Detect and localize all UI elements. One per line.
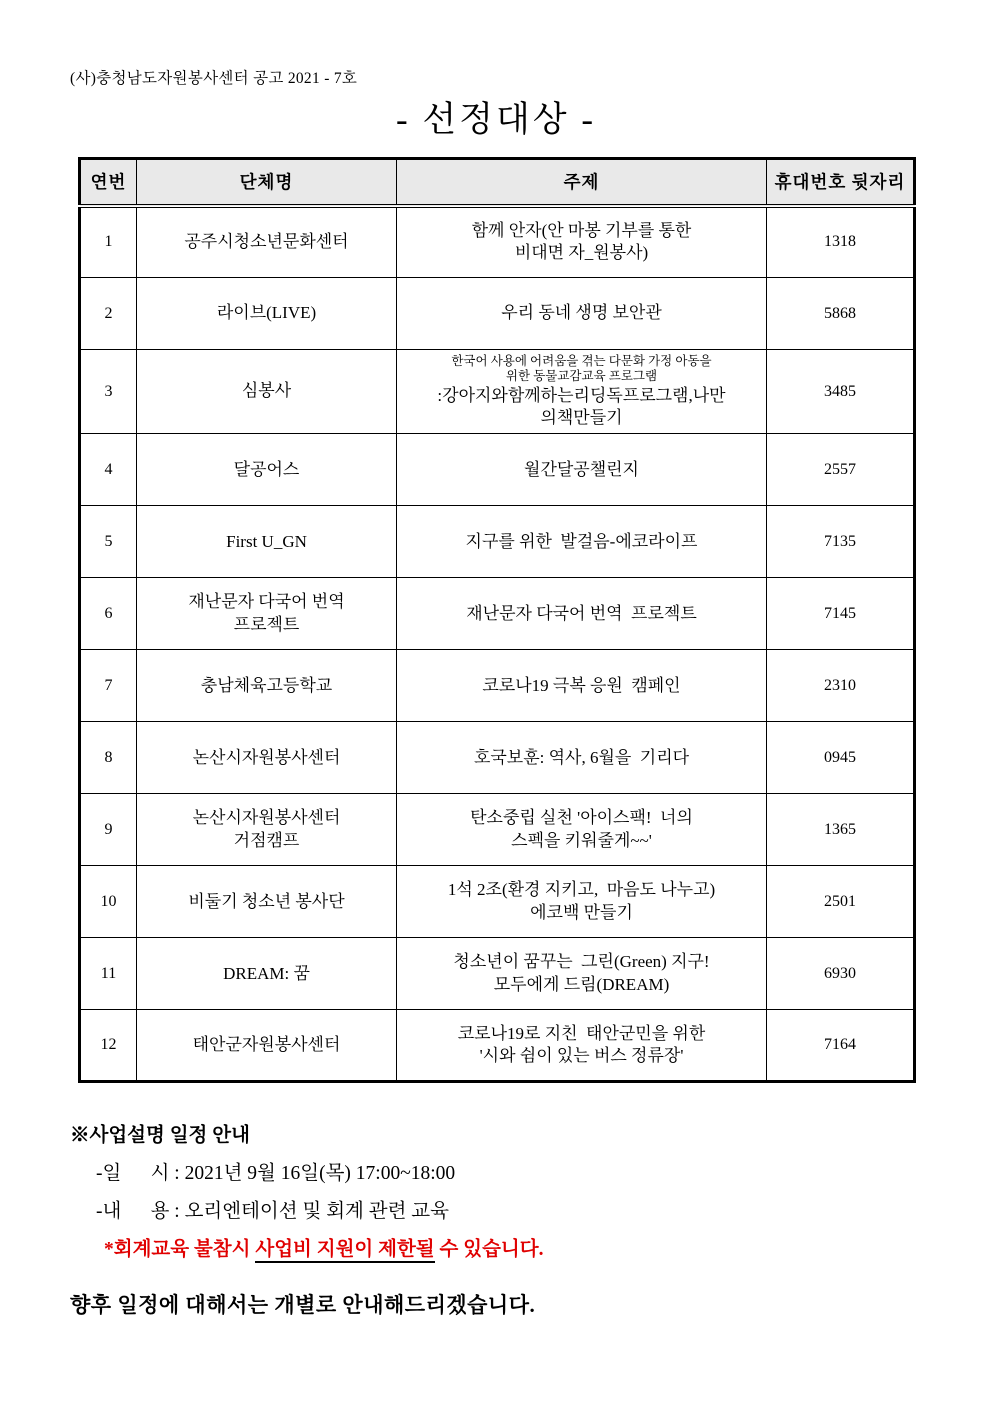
phone-cell: 6930 — [767, 938, 915, 1010]
row-number-cell: 12 — [80, 1010, 137, 1082]
org-name-cell — [137, 650, 397, 722]
phone-cell: 1318 — [767, 206, 915, 278]
warning-underlined-text: 사업비 지원이 제한될 — [255, 1239, 434, 1263]
closing-line: 향후 일정에 대해서는 개별로 안내해드리겠습니다. — [70, 1293, 536, 1318]
phone-cell: 7164 — [767, 1010, 915, 1082]
topic-subline: 한국어 사용에 어려움을 겪는 다문화 가정 아동을 — [451, 354, 712, 368]
warning-suffix: 수 있습니다. — [434, 1239, 544, 1261]
topic-cell — [397, 650, 767, 722]
row-number-cell: 7 — [80, 650, 137, 722]
row-number-cell: 9 — [80, 794, 137, 866]
row-number-cell: 3 — [80, 350, 137, 434]
table-row — [80, 206, 915, 278]
cell-line: 재난문자 다국어 번역 프로젝트 — [466, 603, 697, 623]
cell-line: 의책만들기 — [540, 407, 623, 427]
cell-line: 비대면 자_원봉사) — [514, 243, 649, 263]
org-name-cell — [137, 506, 397, 578]
column-header-1: 연번 — [80, 159, 137, 206]
cell-line: 코로나19 극복 응원 캠페인 — [482, 675, 681, 695]
topic-cell — [397, 1010, 767, 1082]
row-number-cell: 4 — [80, 434, 137, 506]
topic-cell — [397, 938, 767, 1010]
row-number-cell: 11 — [80, 938, 137, 1010]
phone-cell: 7145 — [767, 578, 915, 650]
table-row — [80, 278, 915, 350]
cell-line: 재난문자 다국어 번역 — [188, 592, 345, 612]
topic-cell — [397, 206, 767, 278]
column-header-3: 주제 — [397, 159, 767, 206]
table-row — [80, 578, 915, 650]
phone-cell: 3485 — [767, 350, 915, 434]
cell-line: 비둘기 청소년 봉사단 — [188, 891, 345, 911]
row-number-cell: 1 — [80, 206, 137, 278]
org-name-cell — [137, 434, 397, 506]
cell-line: 모두에게 드림(DREAM) — [493, 974, 670, 994]
topic-cell — [397, 794, 767, 866]
page-title: - 선정대상 - — [395, 100, 597, 139]
warning-prefix: *회계교육 불참시 — [104, 1239, 256, 1261]
org-name-cell — [137, 722, 397, 794]
cell-line: 공주시청소년문화센터 — [184, 232, 349, 252]
org-name-cell — [137, 206, 397, 278]
cell-line: '시와 쉼이 있는 버스 정류장' — [479, 1046, 684, 1066]
topic-cell — [397, 722, 767, 794]
cell-line: 탄소중립 실천 '아이스팩! 너의 — [470, 808, 693, 828]
phone-cell: 2310 — [767, 650, 915, 722]
row-number-cell: 5 — [80, 506, 137, 578]
topic-subline: 위한 동물교감교육 프로그램 — [505, 369, 658, 384]
cell-line: 스펙을 키워줄게~~' — [511, 830, 652, 850]
org-name-cell — [137, 794, 397, 866]
cell-line: 심봉사 — [241, 381, 292, 401]
cell-line: 에코백 만들기 — [530, 902, 633, 922]
cell-line: 함께 안자(안 마봉 기부를 통한 — [471, 220, 692, 240]
phone-cell: 2501 — [767, 866, 915, 938]
table-row — [80, 350, 915, 434]
org-name-cell — [137, 938, 397, 1010]
cell-line: 코로나19로 지친 태안군민을 위한 — [457, 1023, 706, 1043]
org-name-cell — [137, 278, 397, 350]
column-header-2: 단체명 — [137, 159, 397, 206]
cell-line: 충남체육고등학교 — [200, 675, 333, 695]
row-number-cell: 10 — [80, 866, 137, 938]
cell-line: DREAM: 꿈 — [223, 963, 310, 983]
cell-line: 거점캠프 — [233, 830, 300, 850]
cell-line: 논산시자원봉사센터 — [192, 747, 341, 767]
cell-line: 달공어스 — [233, 459, 300, 479]
cell-line: 청소년이 꿈꾸는 그린(Green) 지구! — [453, 952, 710, 972]
cell-line: 논산시자원봉사센터 — [192, 808, 341, 828]
cell-line: 프로젝트 — [233, 614, 300, 634]
org-name-cell — [137, 866, 397, 938]
table-row — [80, 722, 915, 794]
topic-cell — [397, 578, 767, 650]
phone-cell: 2557 — [767, 434, 915, 506]
table-body — [80, 206, 915, 1082]
table-row — [80, 650, 915, 722]
cell-line: 우리 동네 생명 보안관 — [501, 303, 662, 323]
schedule-date-line: -일 시 : 2021년 9월 16일(목) 17:00~18:00 — [96, 1163, 456, 1185]
cell-line: First U_GN — [226, 531, 307, 551]
row-number-cell: 6 — [80, 578, 137, 650]
selection-table — [78, 157, 916, 1083]
topic-cell — [397, 434, 767, 506]
table-row — [80, 506, 915, 578]
cell-line: :강아지와함께하는리딩독프로그램,나만 — [437, 385, 726, 405]
accounting-warning-line — [104, 1233, 922, 1261]
column-header-4: 휴대번호 뒷자리 — [767, 159, 915, 206]
notice-number: (사)충청남도자원봉사센터 공고 2021 - 7호 — [70, 70, 358, 87]
topic-cell — [397, 506, 767, 578]
org-name-cell — [137, 350, 397, 434]
cell-line: 1석 2조(환경 지키고, 마음도 나누고) — [447, 880, 716, 900]
table-row — [80, 1010, 915, 1082]
org-name-cell — [137, 578, 397, 650]
cell-line: 호국보훈: 역사, 6월을 기리다 — [473, 747, 690, 767]
phone-cell: 7135 — [767, 506, 915, 578]
cell-line: 월간달공챌린지 — [524, 459, 639, 479]
cell-line: 태안군자원봉사센터 — [192, 1035, 341, 1055]
phone-cell: 5868 — [767, 278, 915, 350]
topic-cell — [397, 350, 767, 434]
phone-cell: 1365 — [767, 794, 915, 866]
schedule-content-line: -내 용 : 오리엔테이션 및 회계 관련 교육 — [96, 1201, 449, 1223]
row-number-cell: 2 — [80, 278, 137, 350]
phone-cell: 0945 — [767, 722, 915, 794]
schedule-notice-heading: ※사업설명 일정 안내 — [70, 1125, 250, 1147]
cell-line: 지구를 위한 발걸음-에코라이프 — [465, 531, 698, 551]
topic-cell — [397, 866, 767, 938]
table-row — [80, 938, 915, 1010]
org-name-cell — [137, 1010, 397, 1082]
table-header-row — [80, 159, 915, 206]
cell-line: 라이브(LIVE) — [216, 303, 317, 323]
table-row — [80, 434, 915, 506]
topic-cell — [397, 278, 767, 350]
row-number-cell: 8 — [80, 722, 137, 794]
table-row — [80, 794, 915, 866]
table-row — [80, 866, 915, 938]
